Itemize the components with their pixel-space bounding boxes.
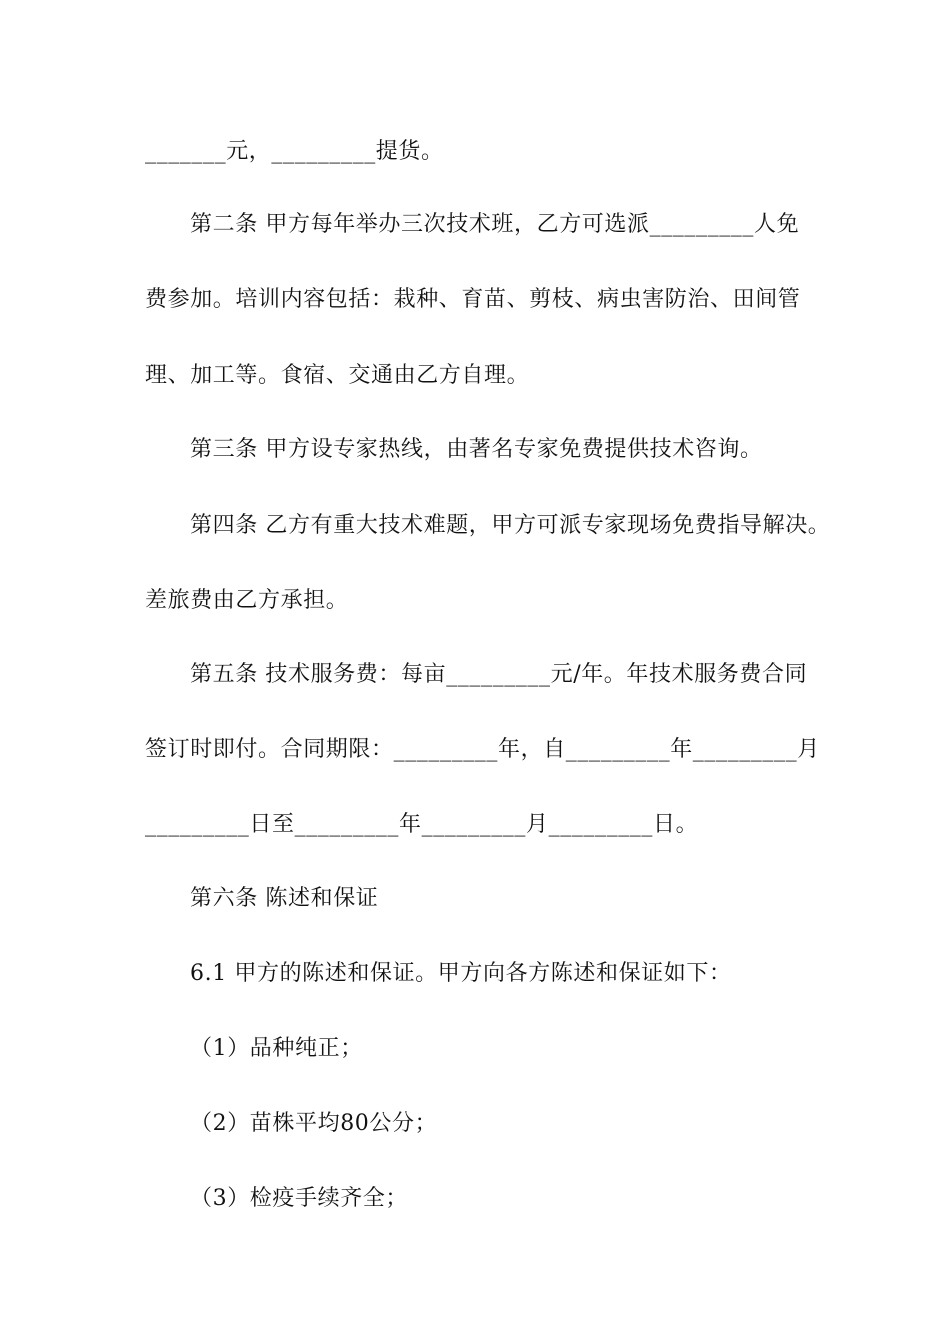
text-line: 理、加工等。食宿、交通由乙方自理。 xyxy=(145,363,530,388)
article-3-line: 第三条 甲方设专家热线，由著名专家免费提供技术咨询。 xyxy=(190,437,763,462)
list-item: （3）检疫手续齐全； xyxy=(190,1186,408,1211)
article-5-line: 第五条 技术服务费：每亩_________元/年。年技术服务费合同 xyxy=(190,662,808,687)
list-item: （1）品种纯正； xyxy=(190,1036,363,1061)
text-line: _________日至_________年_________月_________日。 xyxy=(145,812,699,837)
list-item: （2）苗株平均80公分； xyxy=(190,1111,438,1136)
article-6-heading: 第六条 陈述和保证 xyxy=(190,886,379,911)
section-6-1-line: 6.1 甲方的陈述和保证。甲方向各方陈述和保证如下： xyxy=(190,961,732,986)
text-line: _______元，_________提货。 xyxy=(145,139,444,164)
article-4-line: 第四条 乙方有重大技术难题，甲方可派专家现场免费指导解决。 xyxy=(190,513,831,538)
text-line: 签订时即付。合同期限：_________年，自_________年_________月 xyxy=(145,737,820,762)
article-2-line: 第二条 甲方每年举办三次技术班，乙方可选派_________人免 xyxy=(190,212,800,237)
text-line: 费参加。培训内容包括：栽种、育苗、剪枝、病虫害防治、田间管 xyxy=(145,287,801,312)
text-line: 差旅费由乙方承担。 xyxy=(145,588,349,613)
